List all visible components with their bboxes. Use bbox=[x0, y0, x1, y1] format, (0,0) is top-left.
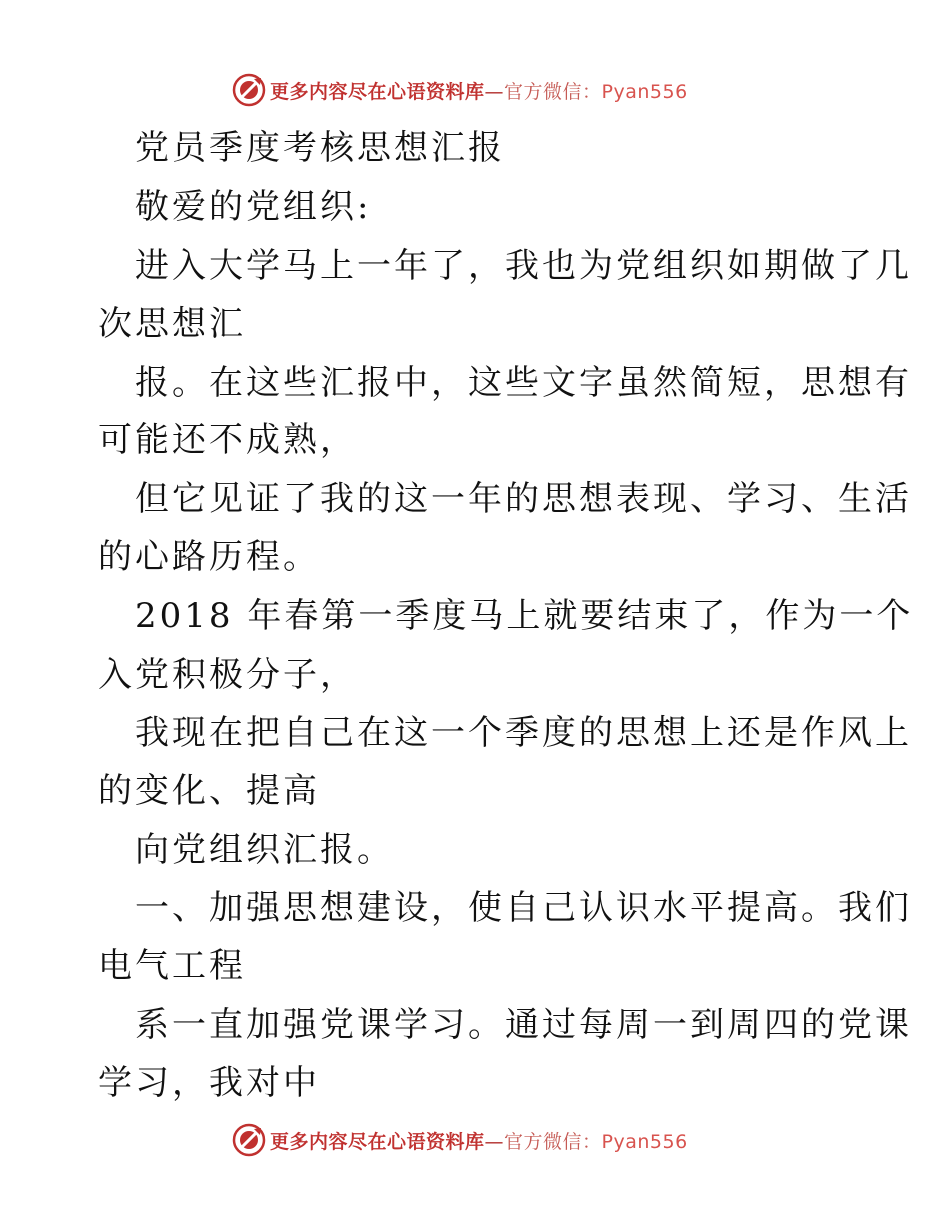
banner-wechat-label: 官方微信： bbox=[504, 80, 602, 103]
banner-wechat-id: Pyan556 bbox=[601, 1130, 688, 1153]
paragraph-line: 学习，我对中 bbox=[98, 1063, 320, 1103]
paragraph-line: 报。在这些汇报中，这些文字虽然简短，思想有 bbox=[135, 363, 912, 403]
brand-logo-icon bbox=[232, 1123, 266, 1157]
paragraph-line: 电气工程 bbox=[98, 946, 246, 986]
header-banner bbox=[232, 70, 688, 110]
banner-dash: — bbox=[484, 1130, 505, 1153]
paragraph-line: 我现在把自己在这一个季度的思想上还是作风上 bbox=[135, 713, 912, 753]
document-salutation: 敬爱的党组织: bbox=[135, 187, 372, 227]
banner-site-text: 更多内容尽在心语资料库 bbox=[270, 1130, 485, 1153]
paragraph-line: 入党积极分子， bbox=[98, 655, 357, 695]
paragraph-line: 系一直加强党课学习。通过每周一到周四的党课 bbox=[135, 1005, 912, 1045]
paragraph-line: 一、加强思想建设，使自己认识水平提高。我们 bbox=[135, 888, 912, 928]
banner-site-text: 更多内容尽在心语资料库 bbox=[270, 80, 485, 103]
paragraph-line: 的心路历程。 bbox=[98, 537, 320, 577]
paragraph-line: 的变化、提高 bbox=[98, 771, 320, 811]
paragraph-line: 进入大学马上一年了，我也为党组织如期做了几 bbox=[135, 246, 912, 286]
document-title: 党员季度考核思想汇报 bbox=[135, 128, 505, 168]
paragraph-line: 但它见证了我的这一年的思想表现、学习、生活 bbox=[135, 479, 912, 519]
brand-logo-icon bbox=[232, 73, 266, 107]
paragraph-line: 可能还不成熟， bbox=[98, 420, 357, 460]
banner-wechat-label: 官方微信： bbox=[504, 1130, 602, 1153]
banner-dash: — bbox=[484, 80, 505, 103]
banner-wechat-id: Pyan556 bbox=[601, 80, 688, 103]
footer-banner bbox=[232, 1120, 688, 1160]
paragraph-line: 2018 年春第一季度马上就要结束了，作为一个 bbox=[135, 596, 914, 636]
paragraph-line: 向党组织汇报。 bbox=[135, 830, 394, 870]
paragraph-line: 次思想汇 bbox=[98, 304, 246, 344]
